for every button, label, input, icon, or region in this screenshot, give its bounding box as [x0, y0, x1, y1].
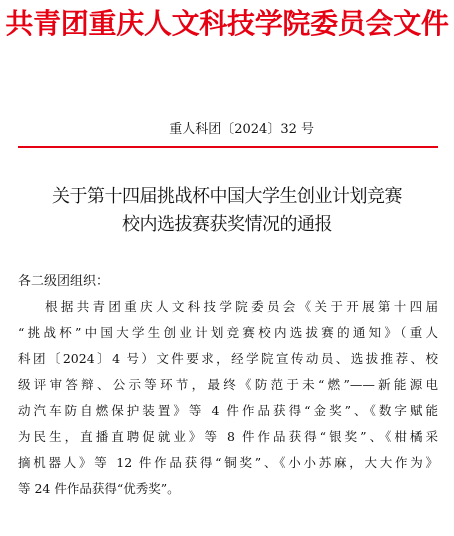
body-line: 等 24 件作品获得“优秀奖”。 [18, 481, 180, 496]
salutation: 各二级团组织： [18, 274, 110, 289]
body-line: 级评审答辩、公示等环节，最终《防范于未“燃”——新能源电 [18, 377, 438, 392]
document-number: 重人科团〔2024〕32 号 [169, 122, 314, 137]
body-line: “挑战杯”中国大学生创业计划竞赛校内选拔赛的通知》（重人 [18, 325, 438, 340]
body-paragraph [18, 294, 438, 502]
body-line: 摘机器人》等 12 件作品获得“铜奖”、《小小苏麻，大大作为》 [18, 455, 438, 470]
document-title-line-1: 关于第十四届挑战杯中国大学生创业计划竞赛 [52, 186, 402, 207]
red-divider-line [18, 146, 438, 148]
body-line: 根据共青团重庆人文科技学院委员会《关于开展第十四届 [45, 299, 438, 314]
body-line: 动汽车防自燃保护装置》等 4 件作品获得“金奖”、《数字赋能 [18, 403, 438, 418]
body-line: 科团〔2024〕4 号）文件要求，经学院宣传动员、选拔推荐、校 [18, 351, 438, 366]
document-title [0, 183, 454, 239]
document-title-line-2: 校内选拔赛获奖情况的通报 [122, 214, 332, 235]
document-header-title: 共青团重庆人文科技学院委员会文件 [5, 7, 449, 40]
body-line: 为民生，直播直聘促就业》等 8 件作品获得“银奖”、《柑橘采 [18, 429, 438, 444]
